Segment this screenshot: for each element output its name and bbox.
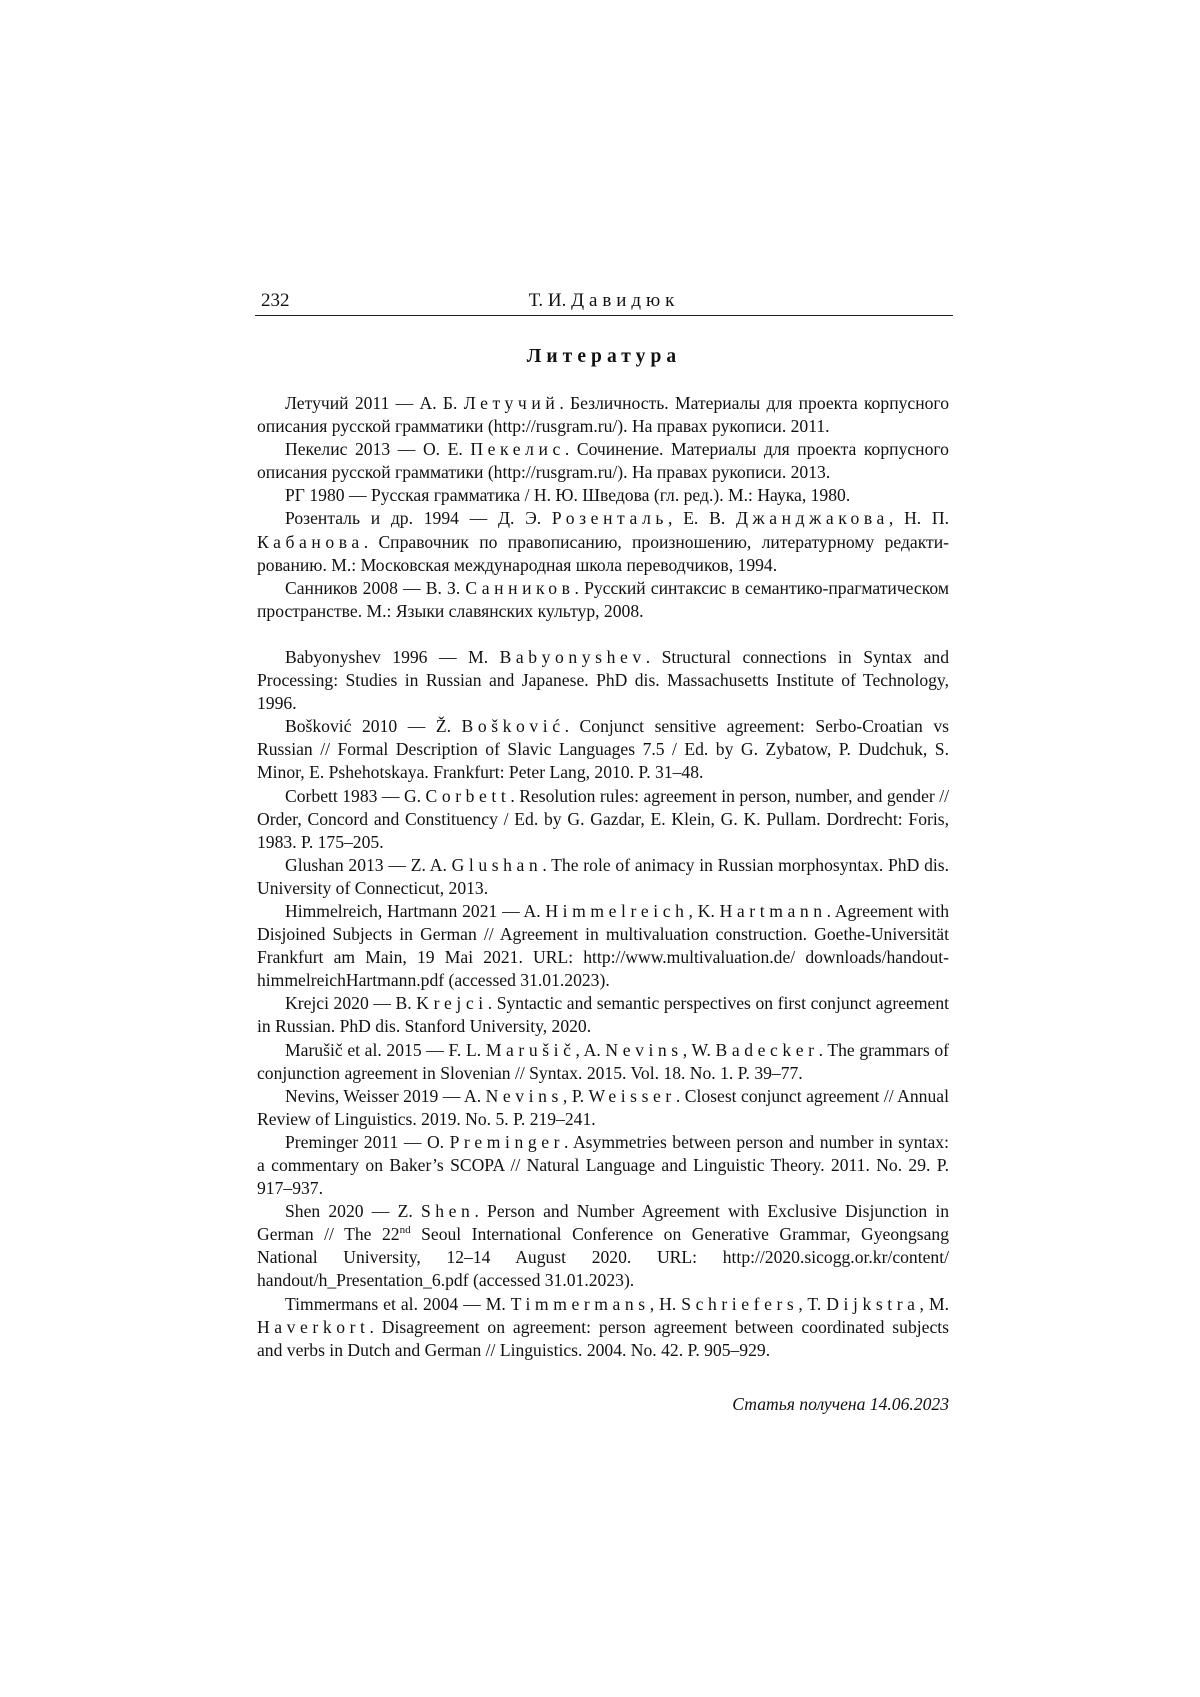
reference-authors: B. Krejci: [395, 993, 488, 1014]
ordinal-suffix: nd: [399, 1224, 411, 1237]
reference-text: . Русский синтаксис в семантико-прагматическом пространстве. М.: Языки славянских культур, 2008.: [257, 577, 949, 621]
reference-authors: Z. A. Glushan: [410, 854, 543, 875]
reference-text: . Structural connections in Syntax and Processing: Studies in Russian and Japanese. PhD dis. Massachusetts Institute of Technology, 1996.: [257, 646, 949, 714]
reference-authors: Д. Э. Розенталь, Е. В. Джанджакова, Н. П. Кабанова: [257, 508, 950, 552]
reference-entry: [257, 1131, 949, 1200]
reference-text: . Asymmetries between person and number in syntax: a commentary on Baker’s SCOPA // Natural Language and Linguistic Theory. 2011. No. 29. P. 917–937.: [257, 1131, 949, 1199]
reference-dash: —: [438, 1085, 464, 1106]
reference-text: . Справочник по правописанию, произношению, литературному редактированию. М.: Московская международная школа переводчиков, 1994.: [257, 531, 949, 575]
reference-dash: —: [383, 854, 411, 875]
reference-key: Bošković 2010: [285, 716, 398, 737]
reference-text: . Disagreement on agreement: person agreement between coordinated subjects and verbs in Dutch and German // Linguistics. 2004. No. 42. P. 905–929.: [257, 1316, 949, 1360]
reference-text: . Безличность. Материалы для проекта корпусного описания русской грамматики (http://rusgram.ru/). На правах рукописи. 2011.: [257, 393, 949, 437]
reference-text: . Сочинение. Материалы для проекта корпусного описания русской грамматики (http://rusgram.ru/). На правах рукописи. 2013.: [257, 439, 949, 483]
reference-entry: [257, 1200, 949, 1292]
running-author: [255, 287, 953, 315]
reference-text: . Closest conjunct agreement // Annual Review of Linguistics. 2019. No. 5. P. 219–241.: [257, 1085, 949, 1129]
reference-key: Babyonyshev 1996: [285, 646, 428, 667]
reference-key: Glushan 2013: [285, 854, 384, 875]
section-title: Литература: [526, 346, 682, 367]
reference-authors: F. L. Marušič, A. Nevins, W. Badecker: [448, 1039, 819, 1060]
reference-list: [257, 392, 949, 1362]
reference-authors: А. Б. Летучий: [419, 393, 560, 413]
reference-text: . Resolution rules: agreement in person, number, and gender // Order, Concord and Constituency / Ed. by G. Gazdar, E. Klein, G. K. Pullam. Dordrecht: Foris, 1983. P. 175–205.: [257, 785, 950, 852]
reference-dash: —: [458, 1293, 486, 1314]
reference-key: Летучий 2011: [285, 393, 390, 413]
reference-authors: M. Timmermans, H. Schriefers, T. Dijkstra, M. Haverkort: [257, 1293, 949, 1337]
reference-dash: —: [397, 716, 436, 737]
reference-dash: —: [427, 646, 469, 667]
reference-authors: В. З. Санников: [425, 577, 575, 598]
reference-entry: [257, 785, 949, 854]
reference-gap: [257, 623, 949, 646]
reference-text: . Person and Number Agreement with Exclusive Disjunction in German // The 22: [257, 1201, 949, 1245]
reference-authors: G. Corbett: [403, 785, 511, 806]
reference-entry: [257, 484, 949, 507]
reference-text: . Syntactic and semantic perspectives on first conjunct agreement in Russian. PhD dis. Stanford University, 2020.: [257, 993, 950, 1037]
reference-dash: —: [368, 993, 396, 1014]
reference-dash: —: [344, 485, 371, 506]
references-russian: [257, 392, 949, 623]
reference-entry: [257, 1039, 949, 1085]
reference-dash: —: [397, 577, 426, 598]
reference-dash: —: [390, 439, 423, 460]
reference-entry: [257, 577, 949, 623]
reference-entry: [257, 507, 949, 576]
page-number: 232: [261, 290, 290, 311]
reference-dash: —: [398, 1131, 427, 1152]
reference-authors: O. Preminger: [426, 1131, 565, 1152]
reference-text: . The grammars of conjunction agreement in Slovenian // Syntax. 2015. Vol. 18. No. 1. P. 39–77.: [257, 1039, 950, 1083]
running-header: [255, 287, 953, 316]
reference-text: Seoul International Conference on Generative Grammar, Gyeongsang National University, 12–14 August 2020. URL: http://2020.sicogg.or.kr/content/ handout/h_Presentation_6.pdf (accessed 31.01.2023).: [257, 1224, 949, 1291]
reference-dash: —: [377, 785, 404, 806]
reference-text: . Agreement with Disjoined Subjects in German // Agreement in multivaluation construction. Goethe-Universität Frankfurt am Main, 19 Mai 2021. URL: http://www.multivaluation.de/ downloads/handout-himmelreichHartmann.pdf (accessed 31.01.2023).: [257, 900, 950, 991]
author-name: Т. И. Давидюк: [528, 290, 680, 311]
reference-authors: M. Babyonyshev: [468, 646, 646, 667]
reference-key: Krejci 2020: [285, 993, 369, 1014]
reference-key: Marušič et al. 2015: [285, 1039, 422, 1060]
reference-text: . The role of animacy in Russian morphosyntax. PhD dis. University of Connecticut, 2013.: [257, 854, 950, 898]
reference-key: РГ 1980: [285, 485, 345, 506]
reference-authors: О. Е. Пекелис: [422, 439, 565, 460]
reference-key: Санников 2008: [285, 577, 398, 598]
reference-entry: [257, 1085, 949, 1131]
reference-key: Розенталь и др. 1994: [285, 508, 459, 529]
reference-entry: [257, 438, 949, 484]
reference-key: Timmermans et al. 2004: [285, 1293, 459, 1314]
reference-key: Himmelreich, Hartmann 2021: [285, 900, 498, 921]
reference-key: Preminger 2011: [285, 1131, 399, 1152]
received-date: Статья получена 14.06.2023: [732, 1394, 949, 1414]
reference-entry: [257, 392, 949, 438]
reference-dash: —: [458, 508, 498, 529]
reference-entry: [257, 992, 949, 1038]
reference-entry: [257, 900, 949, 992]
reference-authors: A. Himmelreich, K. Hartmann: [523, 900, 827, 921]
reference-text: Русская грамматика / Н. Ю. Шведова (гл. ред.). М.: Наука, 1980.: [370, 485, 851, 506]
reference-dash: —: [363, 1201, 398, 1222]
reference-entry: [257, 1293, 949, 1362]
reference-key: Nevins, Weisser 2019: [285, 1085, 439, 1106]
reference-key: Corbett 1983: [285, 785, 378, 806]
reference-key: Shen 2020: [285, 1201, 364, 1222]
references-english: [257, 646, 949, 1362]
reference-authors: Ž. Bošković: [435, 716, 565, 737]
reference-dash: —: [497, 900, 524, 921]
reference-key: Пекелис 2013: [285, 439, 391, 460]
reference-entry: [257, 715, 949, 784]
reference-authors: Z. Shen: [397, 1201, 475, 1222]
reference-text: . Conjunct sensitive agreement: Serbo-Croatian vs Russian // Formal Description of Slavic Languages 7.5 / Ed. by G. Zybatow, P. Dudchuk, S. Minor, E. Pshehotskaya. Frankfurt: Peter Lang, 2010. P. 31–48.: [257, 716, 949, 783]
reference-dash: —: [421, 1039, 449, 1060]
reference-entry: [257, 854, 949, 900]
reference-authors: A. Nevins, P. Weisser: [463, 1085, 676, 1106]
reference-dash: —: [389, 393, 420, 413]
reference-entry: [257, 646, 949, 715]
